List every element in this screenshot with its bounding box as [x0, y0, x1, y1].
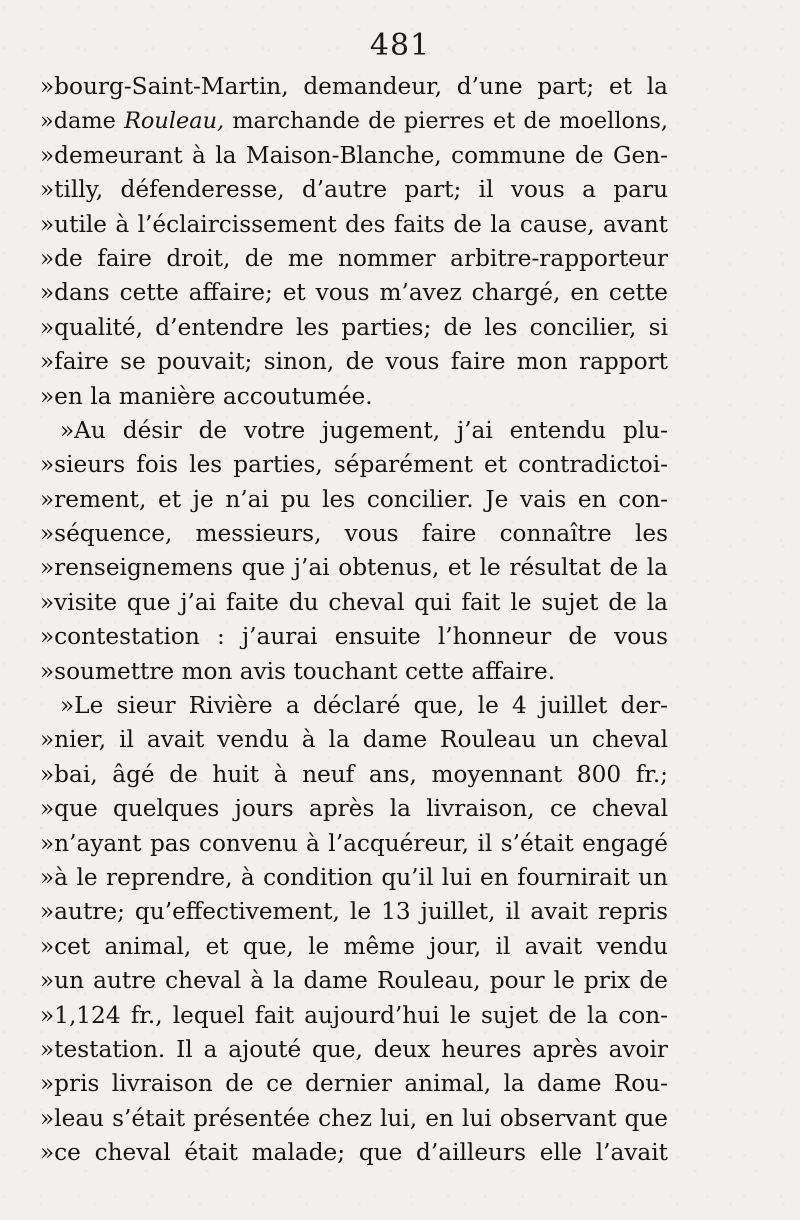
text-line: »nier, il avait vendu à la dame Rouleau un cheval	[40, 726, 668, 754]
text-line: »bourg-Saint-Martin, demandeur, d’une part; et la	[40, 73, 668, 100]
text-line: »utile à l’éclaircissement des faits de la cause, avant	[40, 210, 668, 238]
text-line: »demeurant à la Maison-Blanche, commune de Gen-	[40, 141, 668, 169]
text-line: »leau s’était présentée chez lui, en lui observant que	[40, 1104, 668, 1132]
text-line: »qualité, d’entendre les parties; de les concilier, si	[40, 313, 668, 341]
text-line: »séquence, messieurs, vous faire connaître les	[40, 520, 668, 548]
text-line: »un autre cheval à la dame Rouleau, pour le prix de	[40, 967, 668, 995]
text-segment: »dame	[40, 108, 125, 135]
text-line: »cet animal, et que, le même jour, il avait vendu	[40, 932, 668, 960]
text-line: »bai, âgé de huit à neuf ans, moyennant 800 fr.;	[40, 760, 668, 788]
text-line: »que quelques jours après la livraison, ce cheval	[40, 795, 668, 823]
text-line	[40, 104, 668, 138]
text-line: »testation. Il a ajouté que, deux heures après avoir	[40, 1035, 668, 1063]
text-line: »tilly, défenderesse, d’autre part; il vous a paru	[40, 176, 668, 204]
text-line: »de faire droit, de me nommer arbitre-rapporteur	[40, 244, 668, 272]
text-line: »ce cheval était malade; que d’ailleurs elle l’avait	[40, 1139, 668, 1167]
text-line: »n’ayant pas convenu à l’acquéreur, il s’était engagé	[40, 829, 668, 857]
text-line: »en la manière accoutumée.	[40, 382, 373, 410]
text-line: »dans cette affaire; et vous m’avez chargé, en cette	[40, 279, 668, 307]
text-line: »Le sieur Rivière a déclaré que, le 4 juillet der-	[60, 692, 668, 720]
body-text	[40, 70, 668, 1171]
page-number: 481	[369, 28, 431, 63]
text-line: »soumettre mon avis touchant cette affaire.	[40, 657, 556, 685]
text-line: »faire se pouvait; sinon, de vous faire mon rapport	[40, 348, 668, 376]
text-line: »1,124 fr., lequel fait aujourd’hui le sujet de la con-	[40, 1001, 668, 1029]
text-line: »contestation : j’aurai ensuite l’honneur de vous	[40, 623, 668, 651]
text-line: »pris livraison de ce dernier animal, la dame Rou-	[40, 1070, 668, 1098]
text-line: »autre; qu’effectivement, le 13 juillet, il avait repris	[40, 898, 668, 926]
italic-name: Rouleau,	[124, 108, 225, 135]
text-line: »rement, et je n’ai pu les concilier. Je vais en con-	[40, 485, 668, 513]
text-segment: marchande de pierres et de moellons,	[224, 108, 668, 135]
text-line: »Au désir de votre jugement, j’ai entendu plu-	[60, 416, 668, 444]
text-line: »à le reprendre, à condition qu’il lui en fournirait un	[40, 863, 668, 891]
text-line: »renseignemens que j’ai obtenus, et le résultat de la	[40, 554, 668, 582]
text-line: »sieurs fois les parties, séparément et contradictoi-	[40, 451, 668, 479]
text-line: »visite que j’ai faite du cheval qui fait le sujet de la	[40, 588, 668, 616]
